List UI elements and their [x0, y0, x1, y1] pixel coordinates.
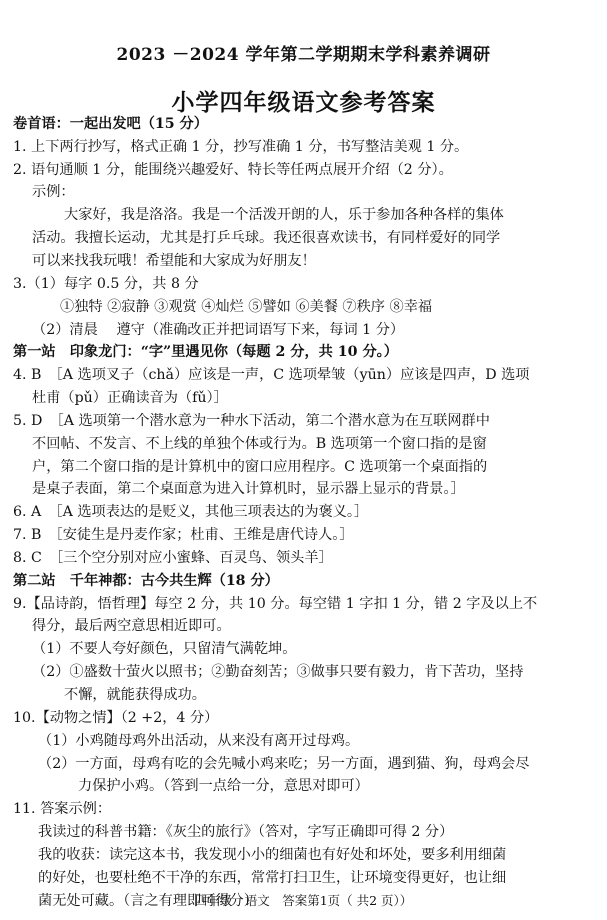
answer-line: （1）不要人夸好颜色，只留清气满乾坤。: [32, 641, 297, 657]
answer-line: 8. C ［三个空分别对应小蜜蜂、百灵鸟、领头羊］: [13, 550, 333, 566]
answer-line: 力保护小鸡。（答到一点给一分，意思对即可）: [78, 778, 369, 794]
answer-line: 2. 语句通顺 1 分，能围绕兴趣爱好、特长等任两点展开介绍（2 分）。: [13, 162, 453, 178]
answer-line: 杜甫（pǔ）正确读音为（fǔ）］: [32, 390, 228, 406]
answer-line: 菌无处可藏。（言之有理即可得分）: [38, 893, 258, 909]
answer-line: 7. B ［安徒生是丹麦作家；杜甫、王维是唐代诗人。］: [13, 527, 354, 543]
answer-line: （2）清晨 遵守（准确改正并把词语写下来，每词 1 分）: [32, 322, 405, 338]
answer-line: ①独特 ②寂静 ③观赏 ④灿烂 ⑤譬如 ⑥美餐 ⑦秩序 ⑧幸福: [60, 299, 433, 315]
answer-line: 6. A ［A 选项表达的是贬义，其他三项表达的为褒义。］: [13, 504, 369, 520]
answer-line: 示例：: [32, 184, 75, 200]
section-heading: 第二站 千年神都：古今共生辉（18 分）: [13, 573, 279, 589]
answer-line: （2）①盛数十萤火以照书；②勤奋刻苦；③做事只要有毅力，肯下苦功，坚持: [32, 664, 524, 680]
exam-title: 2023 －2024 学年第二学期期末学科素养调研: [116, 45, 491, 65]
answer-line: 的好处，也要杜绝不干净的东西，常常打扫卫生，让环境变得更好，也让细: [38, 870, 507, 886]
answer-line: 不懈，就能获得成功。: [64, 687, 206, 703]
section-heading: 第一站 印象龙门：“字”里遇见你（每题 2 分，共 10 分。）: [13, 344, 398, 360]
answer-line: 活动。我擅长运动，尤其是打乒乓球。我还很喜欢读书，有同样爱好的同学: [32, 230, 501, 246]
answer-subtitle: 小学四年级语文参考答案: [171, 89, 436, 116]
answer-line: 可以来找我玩哦！希望能和大家成为好朋友！: [32, 253, 316, 269]
answer-line: 4. B ［A 选项叉子（chǎ）应该是一声，C 选项晕皱（yūn）应该是四声，D 选项: [13, 367, 530, 383]
answer-line: （1）小鸡随母鸡外出活动，从来没有离开过母鸡。: [38, 733, 360, 749]
answer-line: 大家好，我是洛洛。我是一个活泼开朗的人，乐于参加各种各样的集体: [64, 207, 504, 223]
answer-line: 11. 答案示例：: [13, 801, 112, 817]
section-heading: 卷首语：一起出发吧（15 分）: [13, 116, 208, 132]
answer-line: 3.（1）每字 0.5 分，共 8 分: [13, 276, 199, 292]
answer-line: 5. D ［A 选项第一个潜水意为一种水下活动，第二个潜水意为在互联网群中: [13, 413, 490, 429]
page-footer: 四年级 语文 答案第1页（ 共2 页））: [194, 893, 413, 908]
answer-line: 10.【动物之情】（2 +2，4 分）: [13, 710, 219, 726]
answer-line: 9.【品诗韵，悟哲理】每空 2 分，共 10 分。每空错 1 字扣 1 分，错 2 字及以上不: [13, 596, 538, 612]
answer-line: 是桌子表面，第二个桌面意为进入计算机时，显示器上显示的背景。］: [32, 481, 465, 497]
answer-line: 户，第二个窗口指的是计算机中的窗口应用程序。C 选项第一个桌面指的: [32, 459, 488, 475]
answer-line: 不回帖、不发言、不上线的单独个体或行为。B 选项第一个窗口指的是窗: [32, 436, 487, 452]
answer-line: 我读过的科普书籍：《灰尘的旅行》（答对，字写正确即可得 2 分）: [38, 824, 454, 840]
answer-line: 得分，最后两空意思相近即可。: [32, 618, 231, 634]
answer-line: 我的收获：读完这本书，我发现小小的细菌也有好处和坏处，要多利用细菌: [38, 847, 507, 863]
answer-line: （2）一方面，母鸡有吃的会先喊小鸡来吃；另一方面，遇到猫、狗，母鸡会尽: [38, 756, 530, 772]
answer-line: 1. 上下两行抄写，格式正确 1 分，抄写准确 1 分，书写整洁美观 1 分。: [13, 139, 469, 155]
